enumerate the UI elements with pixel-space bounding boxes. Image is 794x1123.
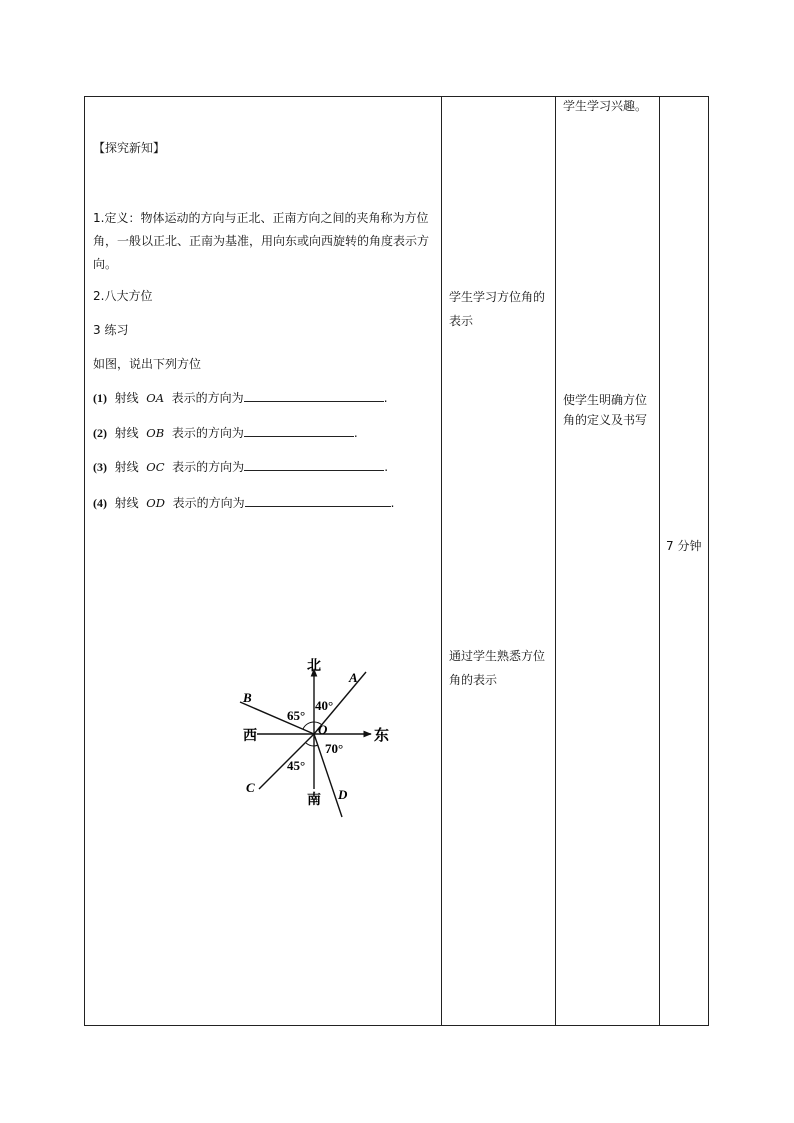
question-1 xyxy=(93,387,438,409)
student-activity-2: 通过学生熟悉方位角的表示 xyxy=(449,649,546,687)
item-practice: 3 练习 xyxy=(93,323,129,337)
student-activity-1: 学生学习方位角的表示 xyxy=(449,290,546,328)
question-4 xyxy=(93,492,438,514)
period: . xyxy=(353,426,358,440)
question-text: 表示的方向为 xyxy=(171,391,244,405)
time-allocation: 7 分钟 xyxy=(666,539,702,553)
ray-label: OD xyxy=(146,496,165,510)
angle-label-45: 45° xyxy=(287,758,306,773)
question-3 xyxy=(93,456,438,478)
angle-arc xyxy=(303,722,314,729)
question-number: (2) xyxy=(93,426,107,440)
north-label: 北 xyxy=(307,659,321,674)
question-text: 射线 xyxy=(114,426,139,440)
ray-label: OA xyxy=(146,391,165,405)
west-label: 西 xyxy=(243,729,257,744)
design-intent-1: 学生学习兴趣。 xyxy=(563,99,648,113)
question-number: (1) xyxy=(93,391,107,405)
origin-label: O xyxy=(318,722,328,737)
ray-label: OC xyxy=(146,460,165,474)
ray-label-a: A xyxy=(349,670,358,685)
east-label: 东 xyxy=(374,728,390,744)
item-eight-directions: 2.八大方位 xyxy=(93,289,153,303)
period: . xyxy=(384,460,389,474)
ray-label-b: B xyxy=(243,690,252,705)
ray-label-c: C xyxy=(246,780,255,795)
angle-label-40: 40° xyxy=(315,698,334,713)
period: . xyxy=(383,391,388,405)
period: . xyxy=(390,496,395,510)
column-divider xyxy=(659,97,660,1025)
design-intent-2: 使学生明确方位角的定义及书写 xyxy=(563,393,648,427)
question-text: 表示的方向为 xyxy=(171,426,244,440)
practice-prompt: 如图，说出下列方位 xyxy=(93,357,202,371)
ray-label-d: D xyxy=(338,787,348,802)
question-text: 射线 xyxy=(114,460,139,474)
direction-diagram xyxy=(235,657,395,827)
definition-text: 1.定义：物体运动的方向与正北、正南方向之间的夹角称为方位角，一般以正北、正南为基准，用向东或向西旋转的角度表示方向。 xyxy=(93,211,430,271)
answer-blank[interactable] xyxy=(245,493,391,507)
question-number: (3) xyxy=(93,460,107,474)
angle-arc xyxy=(306,743,314,746)
angle-label-70: 70° xyxy=(325,741,344,756)
ray-label: OB xyxy=(146,426,165,440)
question-text: 射线 xyxy=(114,391,139,405)
question-text: 表示的方向为 xyxy=(172,460,245,474)
answer-blank[interactable] xyxy=(244,423,354,437)
answer-blank[interactable] xyxy=(244,388,384,402)
question-2 xyxy=(93,422,438,444)
section-title: 【探究新知】 xyxy=(93,141,166,155)
answer-blank[interactable] xyxy=(244,457,384,471)
column-divider xyxy=(441,97,442,1025)
question-text: 表示的方向为 xyxy=(172,496,245,510)
column-divider xyxy=(555,97,556,1025)
angle-label-65: 65° xyxy=(287,708,306,723)
question-text: 射线 xyxy=(114,496,139,510)
lesson-table xyxy=(84,96,709,1026)
question-number: (4) xyxy=(93,496,107,510)
south-label: 南 xyxy=(307,793,321,808)
